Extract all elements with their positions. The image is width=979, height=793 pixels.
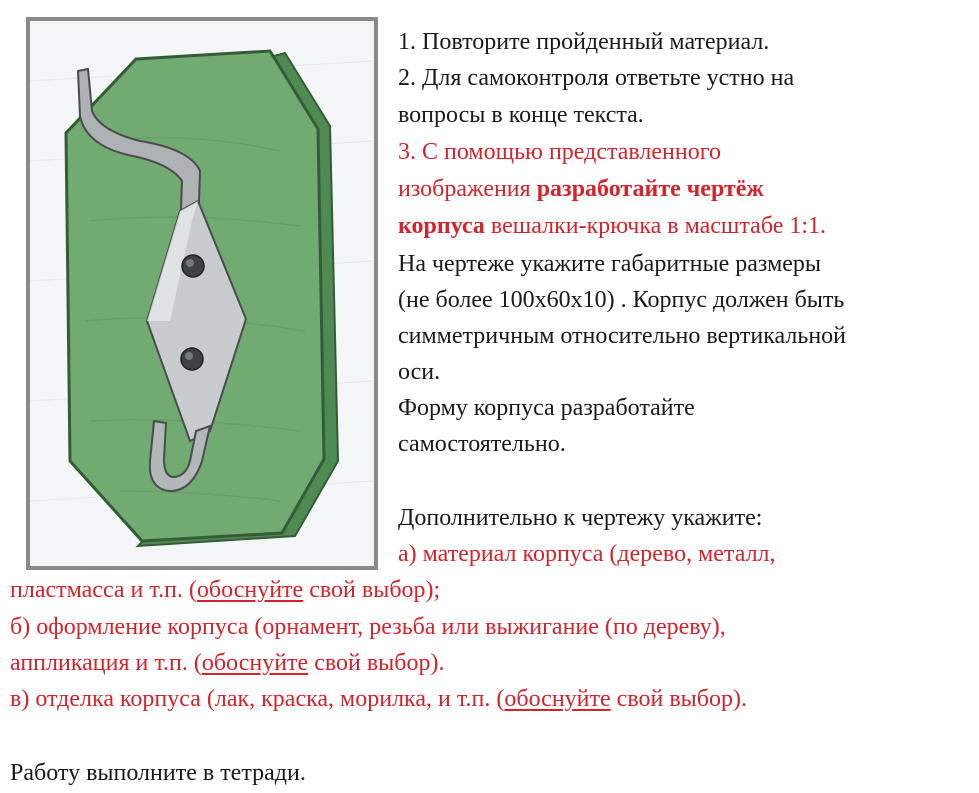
justify-link-2: обоснуйте — [201, 650, 309, 676]
screw-hole-top — [182, 255, 204, 277]
text-line-15-a: пластмасса и т.п. ( — [10, 577, 197, 603]
text-line-8: (не более 100х60х10) . Корпус должен быть — [398, 287, 845, 313]
text-line-3: вопросы в конце текста. — [398, 102, 644, 128]
text-line-17 — [10, 645, 445, 682]
text-line-6-bold: корпуса — [398, 213, 485, 239]
text-line-6-normal: вешалки-крючка в масштабе 1:1. — [484, 213, 827, 239]
text-line-5-bold: разработайте чертёж — [536, 176, 764, 202]
text-line-18 — [10, 681, 747, 718]
screw-hole-bottom — [181, 348, 203, 370]
text-line-16: б) оформление корпуса (орнамент, резьба или выжигание (по дереву), — [10, 614, 726, 640]
text-line-14: а) материал корпуса (дерево, металл, — [398, 541, 776, 567]
text-line-4: 3. С помощью представленного — [398, 139, 721, 165]
text-line-2: 2. Для самоконтроля ответьте устно на — [398, 65, 795, 91]
text-line-7: На чертеже укажите габаритные размеры — [398, 251, 822, 277]
text-line-12: самостоятельно. — [398, 431, 566, 457]
text-line-15 — [10, 572, 440, 609]
justify-link-1: обоснуйте — [196, 577, 304, 603]
text-line-1: 1. Повторите пройденный материал. — [398, 29, 770, 55]
text-line-5-normal: изображения — [398, 176, 537, 202]
text-line-6 — [398, 208, 826, 245]
text-line-11: Форму корпуса разработайте — [398, 395, 695, 421]
text-line-15-c: свой выбор); — [303, 577, 441, 603]
text-line-13: Дополнительно к чертежу укажите: — [398, 505, 763, 531]
text-line-19: Работу выполните в тетради. — [10, 760, 306, 786]
text-line-5 — [398, 171, 764, 208]
text-line-17-c: свой выбор). — [308, 650, 445, 676]
hook-illustration — [26, 17, 378, 570]
text-line-18-c: свой выбор). — [610, 686, 747, 712]
text-line-9: симметричным относительно вертикальной — [398, 323, 847, 349]
text-line-10: оси. — [398, 359, 441, 385]
text-line-17-a: аппликация и т.п. ( — [10, 650, 202, 676]
coat-hook-icon — [30, 21, 374, 566]
justify-link-3: обоснуйте — [504, 686, 611, 712]
text-line-18-a: в) отделка корпуса (лак, краска, морилка, и т.п. ( — [10, 686, 505, 712]
